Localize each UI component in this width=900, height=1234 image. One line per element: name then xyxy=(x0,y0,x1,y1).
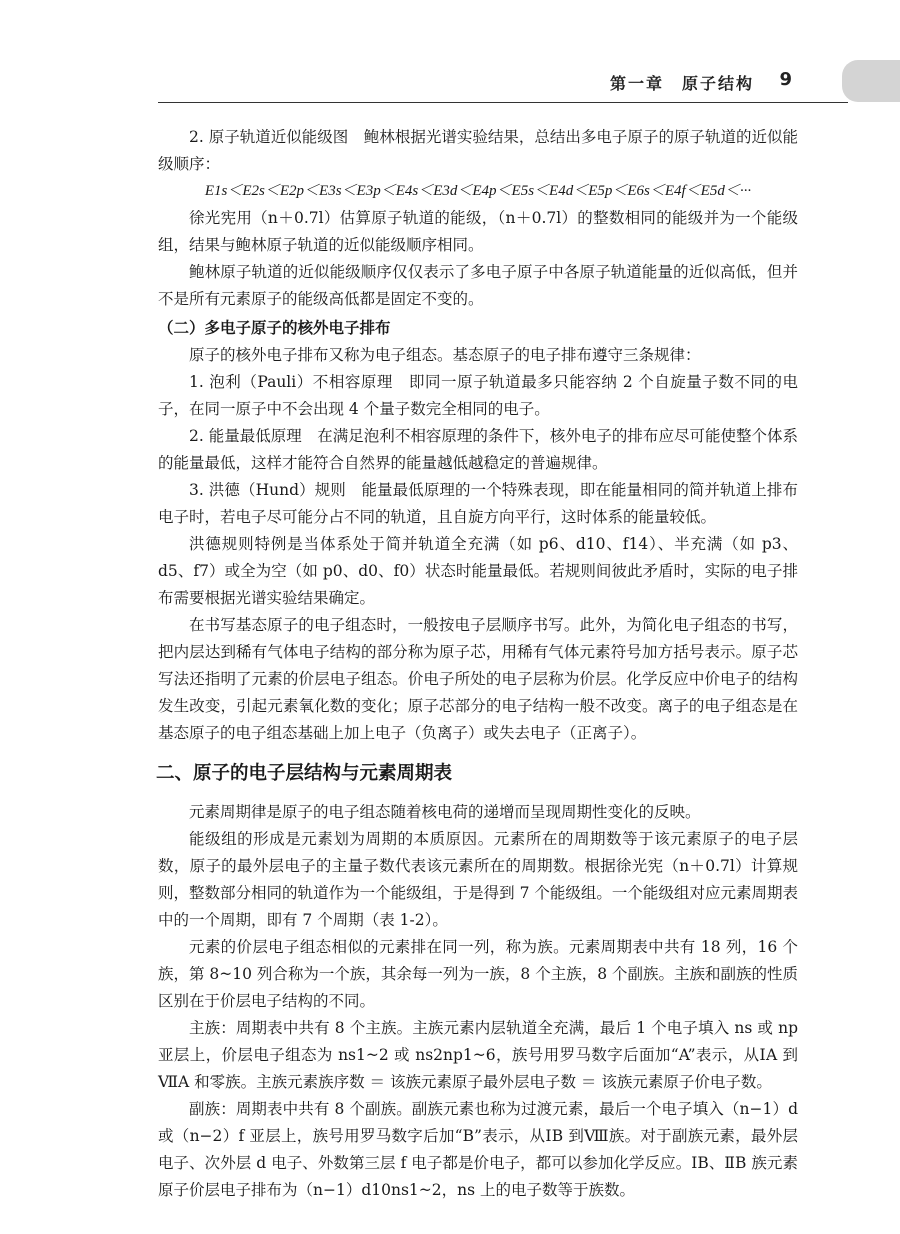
paragraph-hund-exception: 洪德规则特例是当体系处于简并轨道全充满（如 p6、d10、f14）、半充满（如 p3、d5、f7）或全为空（如 p0、d0、f0）状态时能量最低。若规则间彼此矛盾时，实际的电子排布需要根据光谱实验结果确定。 xyxy=(158,535,798,607)
paragraph-pauli: 1. 泡利（Pauli）不相容原理 即同一原子轨道最多只能容纳 2 个自旋量子数不同的电子，在同一原子中不会出现 4 个量子数完全相同的电子。 xyxy=(158,373,798,418)
paragraph-pauling-note: 鲍林原子轨道的近似能级顺序仅仅表示了多电子原子中各原子轨道能量的近似高低，但并不是所有元素原子的能级高低都是固定不变的。 xyxy=(158,263,798,308)
page-body xyxy=(158,124,798,1204)
paragraph-main-groups: 主族：周期表中共有 8 个主族。主族元素内层轨道全充满，最后 1 个电子填入 ns 或 np 亚层上，价层电子组态为 ns1~2 或 ns2np1~6，族号用罗马数字后面加“A”表示，从ⅠA 到ⅦA 和零族。主族元素族序数 ＝ 该族元素原子最外层电子数 ＝ 该族元素原子价电子数。 xyxy=(158,1019,798,1091)
paragraph-lowest-energy: 2. 能量最低原理 在满足泡利不相容原理的条件下，核外电子的排布应尽可能使整个体系的能量最低，这样才能符合自然界的能量越低越稳定的普遍规律。 xyxy=(158,427,798,472)
paragraph-groups: 元素的价层电子组态相似的元素排在同一列，称为族。元素周期表中共有 18 列，16 个族，第 8~10 列合称为一个族，其余每一列为一族，8 个主族，8 个副族。主族和副族的性质区别在于价层电子结构的不同。 xyxy=(158,938,799,1010)
page-number: 9 xyxy=(779,69,792,90)
paragraph-energy-groups: 能级组的形成是元素划为周期的本质原因。元素所在的周期数等于该元素原子的电子层数，原子的最外层电子的主量子数代表该元素所在的周期数。根据徐光宪（n＋0.7l）计算规则，整数部分相同的轨道作为一个能级组，于是得到 7 个能级组。一个能级组对应元素周期表中的一个周期，即有 7 个周期（表 1-2）。 xyxy=(158,830,798,929)
section-heading-electron-configuration: （二）多电子原子的核外电子排布 xyxy=(158,319,391,337)
header-rule xyxy=(158,102,848,103)
paragraph-sub-groups: 副族：周期表中共有 8 个副族。副族元素也称为过渡元素，最后一个电子填入（n−1）d 或（n−2）f 亚层上，族号用罗马数字后加“B”表示，从ⅠB 到Ⅷ族。对于副族元素，最外层电子、次外层 d 电子、外数第三层 f 电子都是价电子，都可以参加化学反应。ⅠB、ⅡB 族元素原子价层电子排布为（n−1）d10ns1~2，ns 上的电子数等于族数。 xyxy=(158,1100,798,1199)
paragraph-hund: 3. 洪德（Hund）规则 能量最低原理的一个特殊表现，即在能量相同的简并轨道上排布电子时，若电子尽可能分占不同的轨道，且自旋方向平行，这时体系的能量较低。 xyxy=(158,481,798,526)
paragraph-energy-diagram: 2. 原子轨道近似能级图 鲍林根据光谱实验结果，总结出多电子原子的原子轨道的近似能级顺序： xyxy=(158,128,798,173)
chapter-title: 第一章 原子结构 xyxy=(609,74,754,93)
paragraph-writing-configuration: 在书写基态原子的电子组态时，一般按电子层顺序书写。此外，为简化电子组态的书写，把内层达到稀有气体电子结构的部分称为原子芯，用稀有气体元素符号加方括号表示。原子芯写法还指明了元素的价层电子组态。价电子所处的电子层称为价层。化学反应中价电子的结构发生改变，引起元素氧化数的变化；原子芯部分的电子结构一般不改变。离子的电子组态是在基态原子的电子组态基础上加上电子（负离子）或失去电子（正离子）。 xyxy=(158,616,798,742)
paragraph-xu-guangxian: 徐光宪用（n＋0.7l）估算原子轨道的能级，（n＋0.7l）的整数相同的能级并为一个能级组，结果与鲍林原子轨道的近似能级顺序相同。 xyxy=(158,209,798,254)
section-heading-periodic-table: 二、原子的电子层结构与元素周期表 xyxy=(156,763,453,784)
energy-level-order-formula: E1s＜E2s＜E2p＜E3s＜E3p＜E4s＜E3d＜E4p＜E5s＜E4d＜E5p＜E6s＜E4f＜E5d＜··· xyxy=(204,183,752,199)
paragraph-periodic-law: 元素周期律是原子的电子组态随着核电荷的递增而呈现周期性变化的反映。 xyxy=(189,803,701,821)
paragraph-three-rules: 原子的核外电子排布又称为电子组态。基态原子的电子排布遵守三条规律： xyxy=(189,346,701,364)
running-header xyxy=(0,66,900,106)
